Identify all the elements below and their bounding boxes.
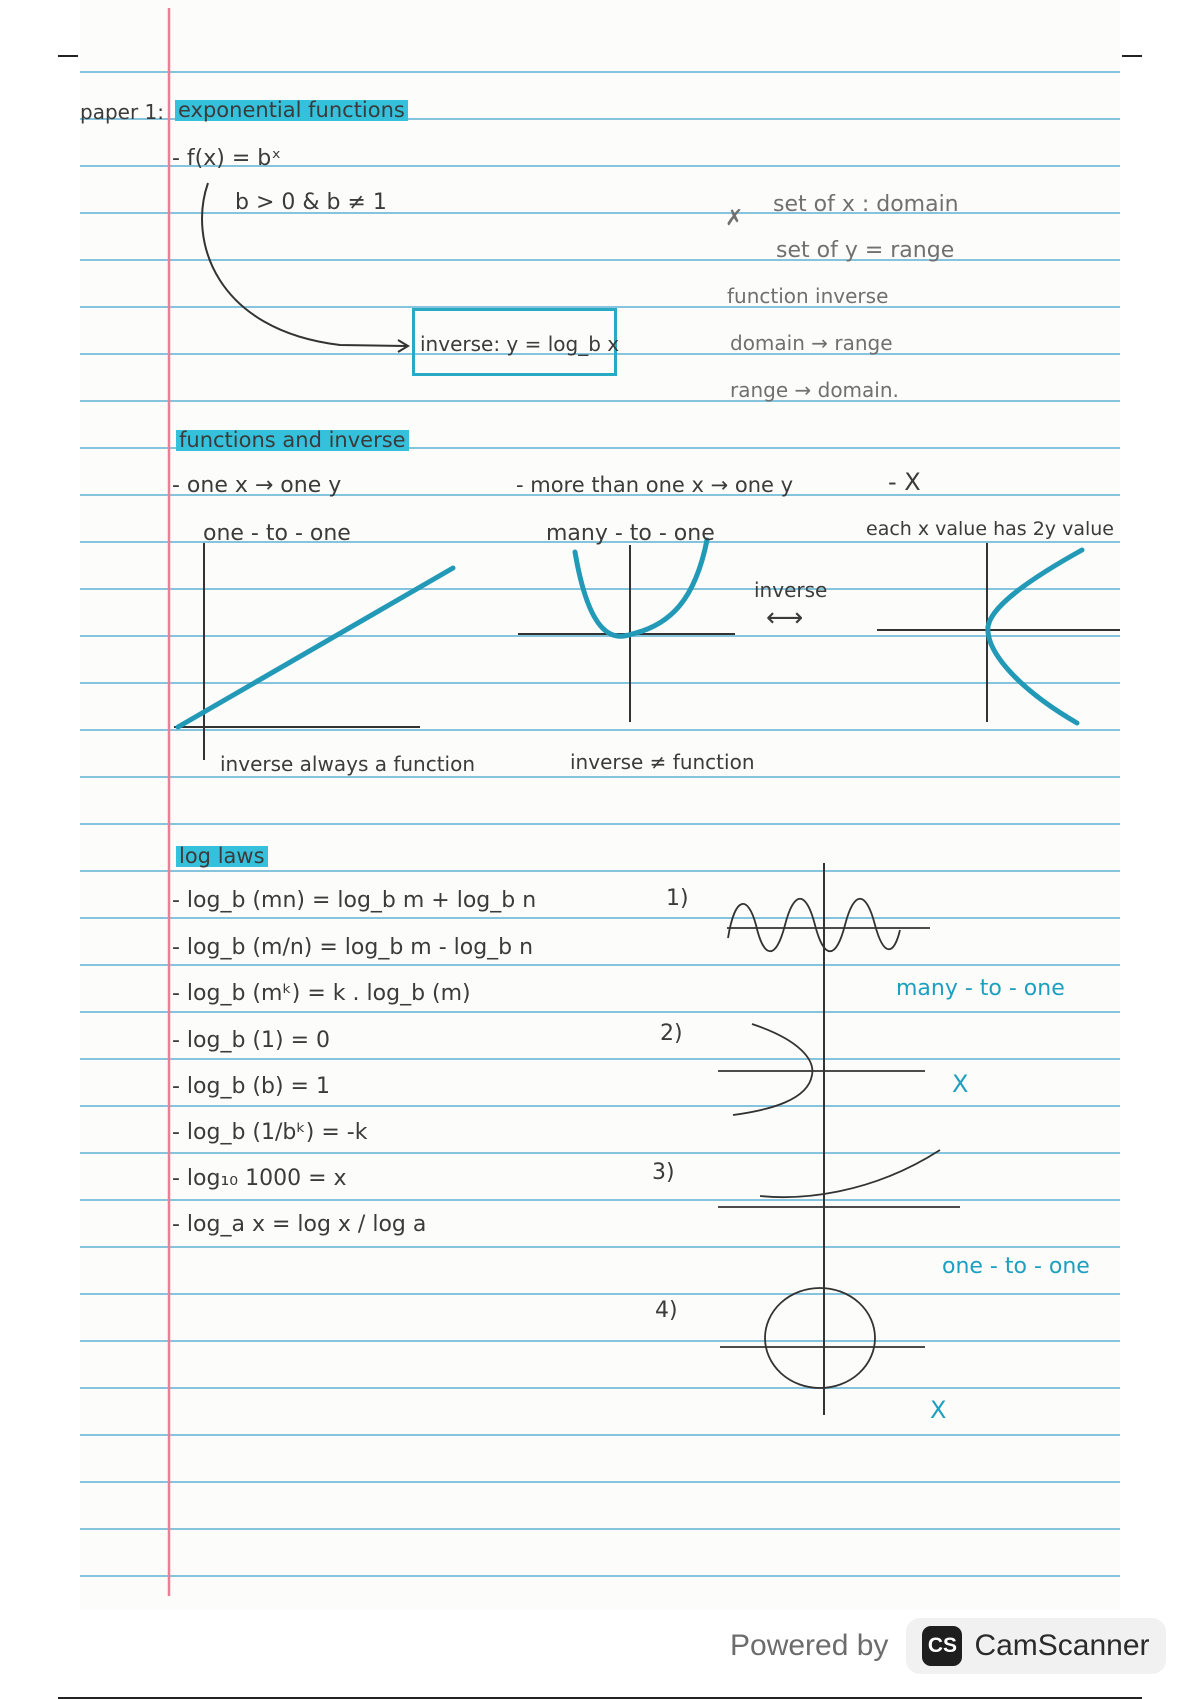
col3-bullet: - X xyxy=(888,468,921,496)
g1-line xyxy=(178,568,453,727)
log-rule: - log₁₀ 1000 = x xyxy=(172,1166,347,1191)
example-number-1: 1) xyxy=(666,886,689,911)
strike-mark: ✗ xyxy=(725,206,744,231)
verdict-1: many - to - one xyxy=(896,976,1065,1001)
domain-note-4: domain → range xyxy=(730,331,893,355)
col3-label: each x value has 2y value xyxy=(866,518,1114,540)
ex3-curve xyxy=(760,1150,940,1197)
exp-formula: - f(x) = bˣ xyxy=(172,146,282,171)
verdict-2: X xyxy=(952,1070,969,1098)
paper-label: paper 1: xyxy=(80,100,164,124)
camscanner-logo-icon: CS xyxy=(922,1626,962,1666)
domain-note-1: set of x : domain xyxy=(773,192,959,217)
camscanner-badge xyxy=(906,1618,1165,1674)
section-title-log-laws: log laws xyxy=(176,846,268,867)
camscanner-footer xyxy=(730,1612,1166,1680)
inverse-formula: inverse: y = log_b x xyxy=(420,332,620,356)
verdict-4: X xyxy=(930,1396,947,1424)
log-rule: - log_b (mn) = log_b m + log_b n xyxy=(172,888,537,913)
col2-label: many - to - one xyxy=(546,521,715,546)
ex1-wave xyxy=(728,899,900,952)
log-rule: - log_b (m/n) = log_b m - log_b n xyxy=(172,935,534,960)
col2-bullet: - more than one x → one y xyxy=(516,473,794,497)
example-number-3: 3) xyxy=(652,1160,675,1185)
verdict-3: one - to - one xyxy=(942,1254,1090,1279)
g2-parabola xyxy=(575,540,707,636)
domain-note-5: range → domain. xyxy=(730,378,899,402)
camscanner-name: CamScanner xyxy=(974,1629,1150,1662)
log-rule: - log_a x = log x / log a xyxy=(172,1212,427,1237)
domain-note-3: function inverse xyxy=(727,284,889,308)
ex4-circle xyxy=(765,1288,875,1388)
section-title-exponential: exponential functions xyxy=(175,100,408,121)
log-rule: - log_b (mᵏ) = k . log_b (m) xyxy=(172,981,471,1006)
graph-sideways xyxy=(877,543,1120,723)
double-arrow: ⟷ xyxy=(766,603,804,633)
col2-note: inverse ≠ function xyxy=(570,750,755,774)
g3-curve xyxy=(988,550,1082,723)
log-rule: - log_b (b) = 1 xyxy=(172,1074,330,1099)
arrow-label: inverse xyxy=(754,578,828,602)
graph-one-to-one xyxy=(174,543,453,760)
log-rule: - log_b (1/bᵏ) = -k xyxy=(172,1120,368,1145)
powered-by-text: Powered by xyxy=(730,1629,889,1662)
domain-note-2: set of y = range xyxy=(776,238,955,263)
exp-conditions: b > 0 & b ≠ 1 xyxy=(235,190,387,215)
example-number-2: 2) xyxy=(660,1021,683,1046)
graph-many-to-one xyxy=(518,540,735,722)
col1-label: one - to - one xyxy=(203,521,351,546)
log-rule: - log_b (1) = 0 xyxy=(172,1028,331,1053)
col1-bullet: - one x → one y xyxy=(172,473,342,498)
section-title-functions: functions and inverse xyxy=(176,430,409,451)
ex2-curve xyxy=(733,1024,812,1115)
col1-note: inverse always a function xyxy=(220,752,476,776)
example-sketches xyxy=(718,863,960,1415)
example-number-4: 4) xyxy=(655,1298,678,1323)
